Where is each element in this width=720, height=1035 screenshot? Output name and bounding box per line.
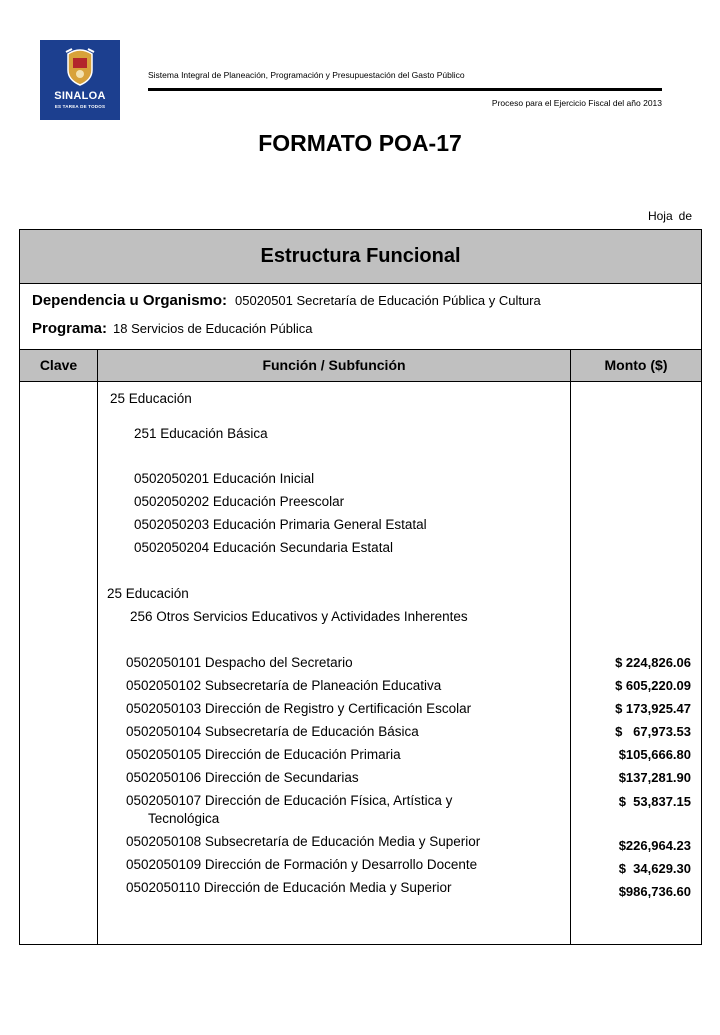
header-rule xyxy=(148,88,662,91)
programa-label: Programa: xyxy=(32,320,108,337)
column-header-row xyxy=(20,350,701,382)
monto-value: $ 67,973.53 xyxy=(615,724,691,739)
dependencia-value: 05020501 Secretaría de Educación Pública y Cultura xyxy=(235,293,541,308)
monto-value: $986,736.60 xyxy=(618,884,691,899)
list-item: 0502050201 Educación Inicial xyxy=(134,471,315,486)
funcion-line: 25 Educación xyxy=(107,586,189,601)
monto-value: $ 53,837.15 xyxy=(618,794,691,809)
monto-value: $ 605,220.09 xyxy=(615,678,691,693)
col-funcion: Función / Subfunción xyxy=(262,357,406,373)
info-section xyxy=(20,284,701,350)
list-item: 0502050202 Educación Preescolar xyxy=(134,494,345,509)
dependencia-label: Dependencia u Organismo: xyxy=(32,292,228,309)
funcion-line: 25 Educación xyxy=(110,391,192,406)
page-info xyxy=(648,209,692,223)
format-title: FORMATO POA-17 xyxy=(258,130,462,156)
list-item: 0502050203 Educación Primaria General Estatal xyxy=(134,517,427,532)
process-text: Proceso para el Ejercicio Fiscal del año 2013 xyxy=(491,98,662,108)
logo-name: SINALOA xyxy=(54,90,106,102)
monto-value: $ 173,925.47 xyxy=(615,701,691,716)
list-item: 0502050102 Subsecretaría de Planeación Educativa xyxy=(126,678,442,693)
list-item: 0502050105 Dirección de Educación Primaria xyxy=(126,747,401,762)
list-item: 0502050107 Dirección de Educación Física, Artística y xyxy=(126,793,453,808)
dependencia-row xyxy=(32,292,541,310)
list-item: 0502050204 Educación Secundaria Estatal xyxy=(134,540,393,555)
estructura-table xyxy=(19,229,702,945)
subfuncion-line: 256 Otros Servicios Educativos y Actividades Inherentes xyxy=(130,609,468,624)
system-title: Sistema Integral de Planeación, Programación y Presupuestación del Gasto Público xyxy=(148,70,465,80)
programa-value: 18 Servicios de Educación Pública xyxy=(113,321,313,336)
table-title: Estructura Funcional xyxy=(20,230,701,284)
coat-of-arms-icon xyxy=(64,48,96,86)
hoja-label: Hoja xyxy=(647,209,673,223)
logo-slogan: ES TAREA DE TODOS xyxy=(54,104,106,109)
monto-value: $105,666.80 xyxy=(618,747,691,762)
list-item: 0502050109 Dirección de Formación y Desarrollo Docente xyxy=(126,857,478,872)
list-item: 0502050104 Subsecretaría de Educación Básica xyxy=(126,724,419,739)
de-label: de xyxy=(678,209,692,223)
monto-value: $137,281.90 xyxy=(618,770,691,785)
programa-row xyxy=(32,320,312,338)
list-item-continuation: Tecnológica xyxy=(148,811,220,826)
sinaloa-logo xyxy=(40,40,120,120)
list-item: 0502050106 Dirección de Secundarias xyxy=(126,770,359,785)
column-divider xyxy=(97,350,98,945)
list-item: 0502050110 Dirección de Educación Media y Superior xyxy=(126,880,452,895)
column-divider xyxy=(570,350,571,945)
col-clave: Clave xyxy=(39,357,78,373)
monto-value: $226,964.23 xyxy=(618,838,691,853)
list-item: 0502050101 Despacho del Secretario xyxy=(126,655,353,670)
monto-value: $ 34,629.30 xyxy=(618,861,691,876)
col-monto: Monto ($) xyxy=(604,357,668,373)
list-item: 0502050108 Subsecretaría de Educación Media y Superior xyxy=(126,834,481,849)
list-item: 0502050103 Dirección de Registro y Certificación Escolar xyxy=(126,701,472,716)
monto-value: $ 224,826.06 xyxy=(615,655,691,670)
subfuncion-line: 251 Educación Básica xyxy=(134,426,268,441)
